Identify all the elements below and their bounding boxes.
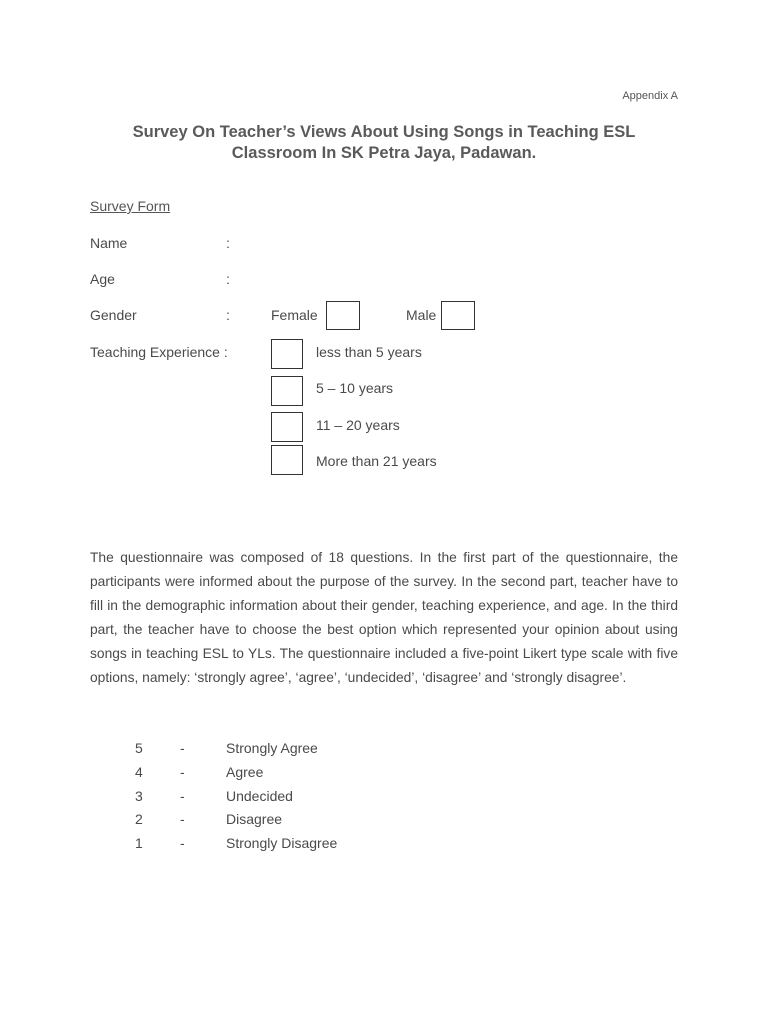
experience-checkbox-11-20[interactable]: [271, 412, 303, 442]
experience-checkbox-lt5[interactable]: [271, 339, 303, 369]
name-colon: :: [226, 235, 230, 251]
scale-label: Disagree: [226, 811, 283, 827]
title-line-1: Survey On Teacher’s Views About Using Songs in Teaching ESL: [132, 123, 636, 141]
appendix-label: Appendix A: [622, 90, 678, 102]
scale-label: Strongly Disagree: [226, 835, 338, 851]
gender-male-label: Male: [406, 307, 437, 323]
questionnaire-description: The questionnaire was composed of 18 questions. In the first part of the questionnaire, the participants were informed about the purpose of the survey. In the second part, teacher have to fill in the demographic information about their gender, teaching experience, and age. In the third part, the teacher have to choose the best option which represented your opinion about using songs in teaching ESL to YLs. The questionnaire included a five-point Likert type scale with five options, namely: ‘strongly agree’, ‘agree’, ‘undecided’, ‘disagree’ and ‘strongly disagree’.: [90, 550, 678, 685]
age-label: Age: [90, 271, 115, 287]
scale-dash: -: [180, 788, 185, 804]
gender-label: Gender: [90, 307, 137, 323]
scale-number: 5: [135, 740, 143, 756]
scale-dash: -: [180, 740, 185, 756]
scale-dash: -: [180, 764, 185, 780]
scale-dash: -: [180, 835, 185, 851]
document-title: [90, 122, 678, 164]
experience-checkbox-5-10[interactable]: [271, 376, 303, 406]
male-checkbox[interactable]: [441, 301, 475, 330]
scale-row: [90, 835, 490, 859]
scale-row: [90, 811, 490, 835]
experience-option-5-10: 5 – 10 years: [316, 380, 394, 396]
experience-label: Teaching Experience :: [90, 344, 228, 360]
scale-number: 2: [135, 811, 143, 827]
title-line-2: Classroom In SK Petra Jaya, Padawan.: [231, 144, 537, 162]
age-colon: :: [226, 271, 230, 287]
scale-row: [90, 788, 490, 812]
scale-dash: -: [180, 811, 185, 827]
experience-option-11-20: 11 – 20 years: [316, 417, 400, 433]
scale-number: 1: [135, 835, 143, 851]
scale-row: [90, 740, 490, 764]
gender-colon: :: [226, 307, 230, 323]
scale-row: [90, 764, 490, 788]
experience-option-gt21: More than 21 years: [316, 453, 437, 469]
scale-label: Undecided: [226, 788, 293, 804]
scale-label: Agree: [226, 764, 264, 780]
name-label: Name: [90, 235, 128, 251]
female-checkbox[interactable]: [326, 301, 360, 330]
scale-label: Strongly Agree: [226, 740, 318, 756]
gender-female-label: Female: [271, 307, 318, 323]
survey-form-heading: Survey Form: [90, 198, 171, 214]
scale-number: 4: [135, 764, 143, 780]
scale-number: 3: [135, 788, 143, 804]
experience-option-lt5: less than 5 years: [316, 344, 422, 360]
experience-checkbox-gt21[interactable]: [271, 445, 303, 475]
